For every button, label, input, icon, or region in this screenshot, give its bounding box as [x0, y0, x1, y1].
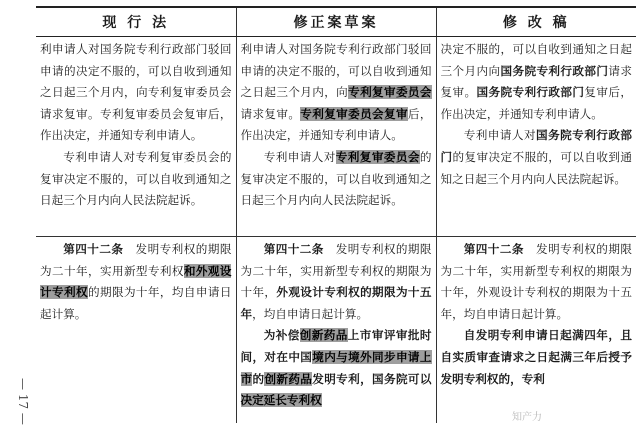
highlight: 创新药品	[299, 328, 348, 343]
paragraph: 专利申请人对国务院专利行政部门的复审决定不服的，可以自收到通知之日起三个月内向人民法院起诉。	[440, 128, 632, 186]
draft-amendment-cell	[236, 237, 436, 424]
paragraph: 自发明专利申请日起满四年，且自实质审查请求之日起满三年后授予发明专利权的，专利	[440, 328, 632, 386]
watermark: 知产力	[512, 412, 542, 423]
revised-draft-cell	[436, 237, 636, 424]
header-revised-draft: 修 改 稿	[436, 7, 636, 37]
paragraph: 为补偿创新药品上市审评审批时间，对在中国境内与境外同步申请上市的创新药品发明专利，国务院可以决定延长专利权	[240, 328, 432, 408]
paragraph: 专利申请人对专利复审委员会的复审决定不服的，可以自收到通知之日起三个月内向人民法院起诉。	[240, 149, 432, 208]
table-row	[36, 237, 636, 424]
comparison-table	[36, 6, 636, 423]
highlight: 和外观设计专利权	[40, 263, 232, 300]
bold-text: 外观设计专利权的期限为十五年	[240, 285, 432, 321]
page-number: — 17 —	[16, 378, 30, 425]
article-number: 第四十二条	[263, 242, 324, 256]
bold-text: 国务院专利行政部门	[476, 85, 585, 100]
paragraph: 利申请人对国务院专利行政部门驳回申请的决定不服的，可以自收到通知之日起三个月内，向专利复审委员会请求复审。专利复审委员会复审后，作出决定，并通知专利申请人。	[40, 42, 232, 143]
revised-draft-cell	[436, 37, 636, 237]
paragraph: 第四十二条 发明专利权的期限为二十年，实用新型专利权的期限为十年，外观设计专利权的期限为十五年，均自申请日起计算。	[440, 242, 632, 321]
bold-text: 国务院专利行政部门	[500, 63, 609, 78]
paragraph: 第四十二条 发明专利权的期限为二十年，实用新型专利权的期限为十年，外观设计专利权的期限为十五年，均自申请日起计算。	[240, 242, 432, 321]
header-draft-amendment: 修正案草案	[236, 7, 436, 37]
bold-text: 国务院专利行政部门	[440, 128, 632, 164]
draft-amendment-cell	[236, 37, 436, 237]
paragraph: 决定不服的，可以自收到通知之日起三个月内向国务院专利行政部门请求复审。国务院专利行政部门复审后，作出决定，并通知专利申请人。	[440, 42, 632, 121]
current-law-cell	[36, 37, 236, 237]
highlight: 创新药品	[264, 371, 313, 386]
highlight: 专利复审委员会	[348, 85, 432, 100]
header-current-law: 现 行 法	[36, 7, 236, 37]
header-row	[36, 7, 636, 37]
paragraph: 专利申请人对专利复审委员会的复审决定不服的，可以自收到通知之日起三个月内向人民法院起诉。	[40, 149, 232, 208]
table-row	[36, 37, 636, 237]
highlight: 决定延长专利权	[240, 393, 322, 408]
highlight: 境内与境外同步申请上市	[240, 349, 432, 386]
article-number: 第四十二条	[463, 242, 524, 256]
paragraph: 利申请人对国务院专利行政部门驳回申请的决定不服的，可以自收到通知之日起三个月内，向专利复审委员会请求复审。专利复审委员会复审后，作出决定，并通知专利申请人。	[240, 42, 432, 143]
current-law-cell	[36, 237, 236, 424]
highlight: 专利复审委员会复审	[300, 106, 408, 121]
paragraph: 第四十二条 发明专利权的期限为二十年，实用新型专利权和外观设计专利权的期限为十年，均自申请日起计算。	[40, 242, 232, 321]
article-number: 第四十二条	[63, 242, 124, 256]
highlight: 专利复审委员会	[335, 149, 420, 164]
